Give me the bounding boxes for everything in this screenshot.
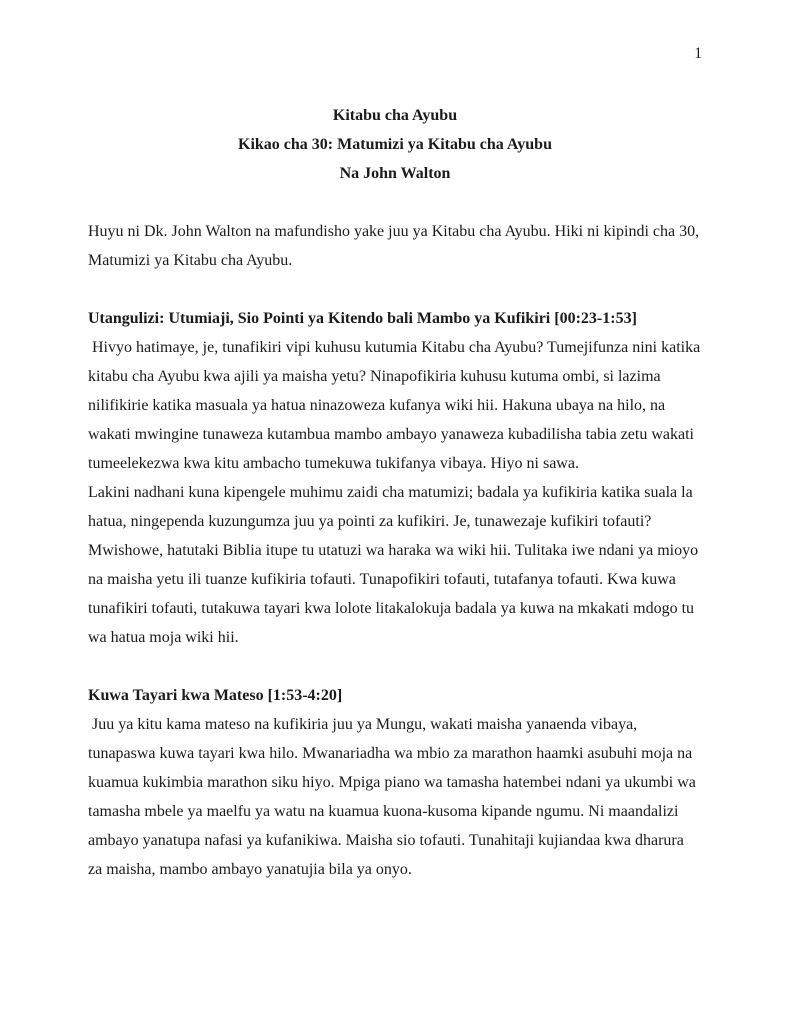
section-heading-utangulizi: Utangulizi: Utumiaji, Sio Pointi ya Kitendo bali Mambo ya Kufikiri [00:23-1:53]	[88, 310, 637, 327]
section-utangulizi-paragraph-1: Hivyo hatimaye, je, tunafikiri vipi kuhusu kutumia Kitabu cha Ayubu? Tumejifunza nini katika kitabu cha Ayubu kwa ajili ya maisha yetu? Ninapofikiria kuhusu kutuma ombi, si lazima nilifikirie katika masuala ya hatua ninazoweza kufanya wiki hii. Hakuna ubaya na hilo, na wakati mwingine tunaweza kutambua mambo ambayo yanaweza kubadilisha tabia zetu wakati tumeelekezwa kwa kitu ambacho tumekuwa tukifanya vibaya. Hiyo ni sawa.	[88, 339, 705, 472]
document-title: Kitabu cha Ayubu	[332, 107, 458, 124]
document-title-block	[88, 101, 702, 188]
intro-paragraph: Huyu ni Dk. John Walton na mafundisho yake juu ya Kitabu cha Ayubu. Hiki ni kipindi cha 30, Matumizi ya Kitabu cha Ayubu.	[88, 223, 704, 269]
page-number: 1	[694, 45, 702, 62]
document-byline: Na John Walton	[339, 165, 451, 182]
section-heading-kuwa-tayari: Kuwa Tayari kwa Mateso [1:53-4:20]	[88, 687, 343, 704]
section-utangulizi-paragraph-2: Lakini nadhani kuna kipengele muhimu zaidi cha matumizi; badala ya kufikiria katika suala la hatua, ningependa kuzungumza juu ya pointi za kufikiri. Je, tunawezaje kufikiri tofauti? Mwishowe, hatutaki Biblia itupe tu utatuzi wa haraka wa wiki hii. Tulitaka iwe ndani ya mioyo na maisha yetu ili tuanze kufikiria tofauti. Tunapofikiri tofauti, tutafanya tofauti. Kwa kuwa tunafikiri tofauti, tutakuwa tayari kwa lolote litakalokuja badala ya kuwa na mkakati mdogo tu wa hatua moja wiki hii.	[88, 484, 703, 646]
document-subtitle: Kikao cha 30: Matumizi ya Kitabu cha Ayubu	[238, 136, 552, 153]
section-kuwa-tayari-paragraph-1: Juu ya kitu kama mateso na kufikiria juu ya Mungu, wakati maisha yanaenda vibaya, tunapaswa kuwa tayari kwa hilo. Mwanariadha wa mbio za marathon haamki asubuhi moja na kuamua kukimbia marathon siku hiyo. Mpiga piano wa tamasha hatembei ndani ya ukumbi wa tamasha mbele ya maelfu ya watu na kuamua kuona-kusoma kipande ngumu. Ni maandalizi ambayo yanatupa nafasi ya kufanikiwa. Maisha sio tofauti. Tunahitaji kujiandaa kwa dharura za maisha, mambo ambayo yanatujia bila ya onyo.	[88, 716, 700, 878]
